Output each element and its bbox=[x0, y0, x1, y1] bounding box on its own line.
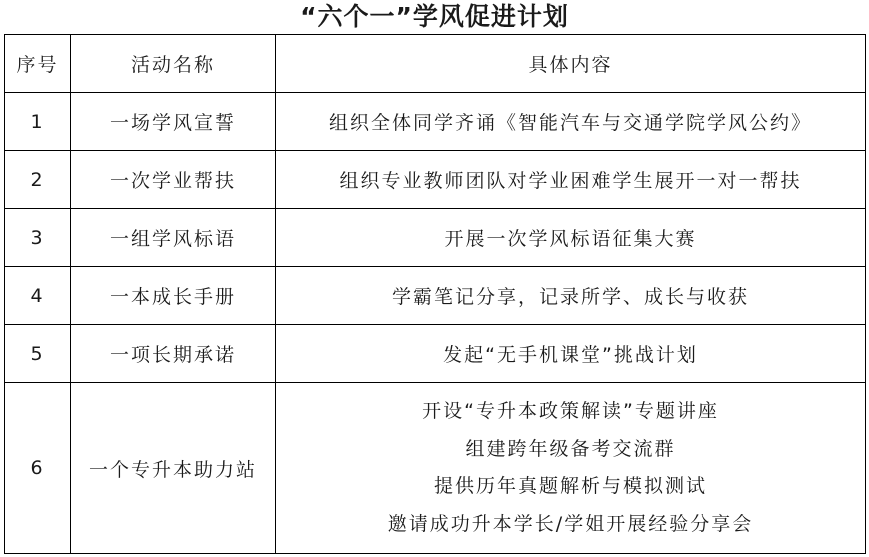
content-line: 组建跨年级备考交流群 bbox=[465, 437, 676, 460]
row-index: 5 bbox=[5, 325, 71, 383]
row-activity-name: 一本成长手册 bbox=[71, 267, 276, 325]
row-index: 2 bbox=[5, 151, 71, 209]
header-content: 具体内容 bbox=[276, 35, 866, 93]
page-title: “六个一”学风促进计划 bbox=[300, 2, 569, 31]
row-content: 组织专业教师团队对学业困难学生展开一对一帮扶 bbox=[276, 151, 866, 209]
plan-table bbox=[4, 34, 866, 554]
row-index: 4 bbox=[5, 267, 71, 325]
table-row bbox=[5, 209, 866, 267]
table-row bbox=[5, 383, 866, 554]
row-activity-name: 一个专升本助力站 bbox=[71, 383, 276, 554]
row-content bbox=[276, 383, 866, 554]
row-content: 发起“无手机课堂”挑战计划 bbox=[276, 325, 866, 383]
row-activity-name: 一次学业帮扶 bbox=[71, 151, 276, 209]
row-index: 1 bbox=[5, 93, 71, 151]
content-line: 邀请成功升本学长/学姐开展经验分享会 bbox=[387, 512, 754, 535]
table-header-row bbox=[5, 35, 866, 93]
row-content: 组织全体同学齐诵《智能汽车与交通学院学风公约》 bbox=[276, 93, 866, 151]
content-line: 提供历年真题解析与模拟测试 bbox=[433, 475, 707, 497]
row-activity-name: 一项长期承诺 bbox=[71, 325, 276, 383]
table-row bbox=[5, 151, 866, 209]
row-activity-name: 一场学风宣誓 bbox=[71, 93, 276, 151]
row-activity-name: 一组学风标语 bbox=[71, 209, 276, 267]
table-row bbox=[5, 93, 866, 151]
row-content: 学霸笔记分享，记录所学、成长与收获 bbox=[276, 267, 866, 325]
row-index: 6 bbox=[5, 383, 71, 554]
table-row bbox=[5, 267, 866, 325]
row-index: 3 bbox=[5, 209, 71, 267]
table-row bbox=[5, 325, 866, 383]
content-line: 开设“专升本政策解读”专题讲座 bbox=[422, 400, 719, 422]
row-content: 开展一次学风标语征集大赛 bbox=[276, 209, 866, 267]
header-activity-name: 活动名称 bbox=[71, 35, 276, 93]
header-index: 序号 bbox=[5, 35, 71, 93]
